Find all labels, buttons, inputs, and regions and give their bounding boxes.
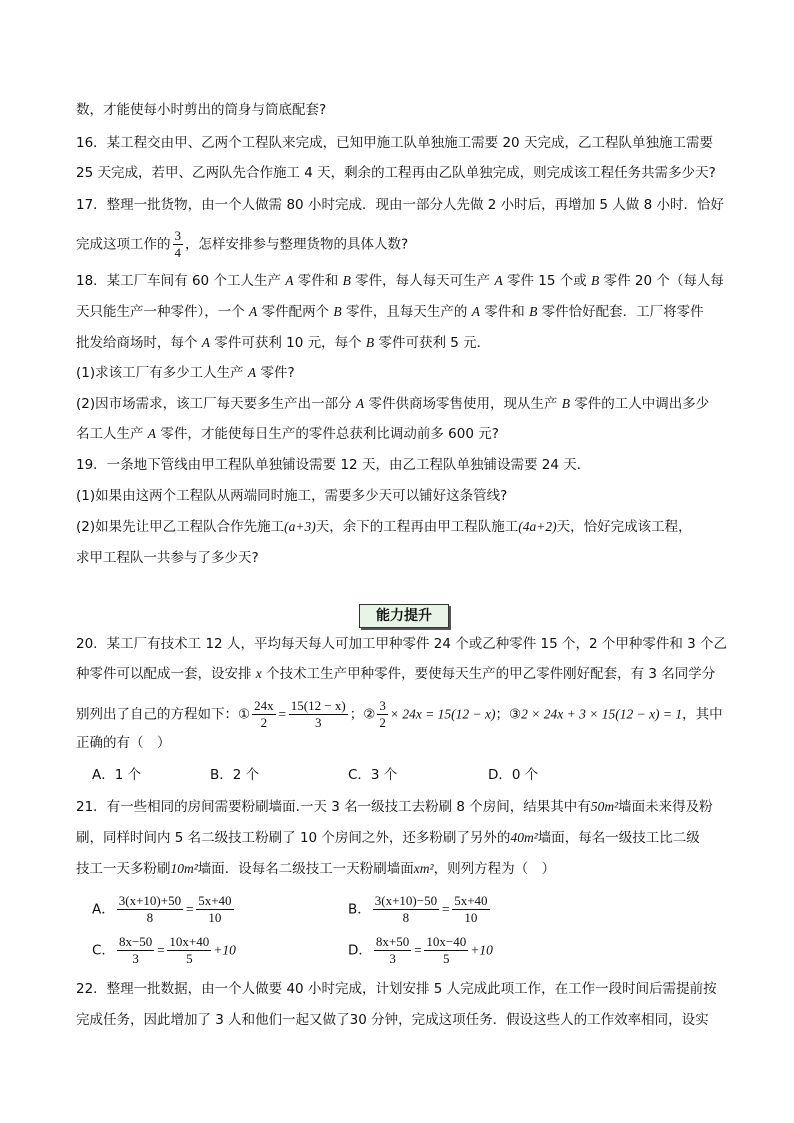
line-text: 正确的有（ ）: [76, 735, 171, 751]
problem-18-line1: [76, 271, 724, 291]
fraction-numerator: 8x+50: [375, 934, 410, 949]
option-a[interactable]: [92, 893, 236, 926]
problem-19-q2-line2: [76, 548, 259, 568]
fraction-denominator: 5: [443, 951, 450, 966]
line-text: 19．一条地下管线由甲工程队单独铺设需要 12 天，由乙工程队单独铺设需要 24 天．: [76, 457, 591, 473]
math-expr: 10m²: [170, 861, 198, 876]
fraction: [377, 698, 388, 731]
problem-19-q2-line1: [76, 517, 692, 537]
option-text: A．1 个: [92, 767, 142, 783]
line-text: 墙面．设每名二级技工一天粉刷墙面: [197, 861, 414, 877]
line-text: 22．整理一批数据，由一个人做要 40 小时完成，计划安排 5 人完成此项工作，在工作一段时间后需提前按: [76, 981, 717, 997]
fraction-denominator: 5: [186, 951, 193, 966]
fraction-numerator: 3: [174, 228, 181, 243]
math-expr: =: [185, 901, 195, 917]
line-text: 数，才能使每小时剪出的筒身与筒底配套?: [76, 102, 327, 118]
fraction-numerator: 15(12 − x): [290, 698, 346, 713]
problem-16-line1: [76, 133, 713, 153]
fraction: [196, 893, 233, 926]
fraction-numerator: 5x+40: [198, 893, 232, 908]
math-expr: +10: [213, 942, 236, 958]
var-b: B: [561, 396, 571, 411]
line-text: 墙面未来得及粉: [618, 799, 713, 815]
option-text: B．2 个: [210, 767, 260, 783]
var-x: x: [255, 666, 262, 681]
line-text: 批发给商场时，每个: [76, 335, 198, 351]
math-expr: 50m²: [590, 799, 619, 814]
problem-18-line2: [76, 302, 704, 322]
line-text: 个技术工生产甲种零件，要使每天生产的甲乙零件刚好配套，有 3 名同学分: [266, 666, 716, 682]
fraction: [424, 934, 468, 967]
line-text: ；③: [495, 706, 522, 723]
option-label: B．: [348, 901, 371, 918]
fraction-numerator: 3: [379, 698, 386, 713]
line-text: 零件供商场零售使用，现从生产: [368, 396, 558, 412]
line-text: 零件 15 个或: [506, 273, 587, 289]
line-text: (1)如果由这两个工程队从两端同时施工，需要多少天可以铺好这条管线?: [76, 488, 508, 504]
line-text: (2)因市场需求，该工厂每天要多生产出一部分: [76, 396, 352, 412]
var-a: A: [285, 273, 294, 288]
line-text: 零件可获利 10 元，每个: [214, 335, 362, 351]
var-a: A: [249, 304, 258, 319]
line-text: 零件，且每天生产的: [345, 304, 468, 320]
problem-18-q1: [76, 363, 295, 383]
line-text: 完成这项工作的: [76, 236, 171, 253]
line-text: 零件可获利 5 元．: [378, 335, 491, 351]
fraction: [289, 698, 348, 731]
fraction-numerator: 3(x+10)−50: [374, 893, 438, 908]
fraction-denominator: 2: [379, 715, 386, 730]
option-b[interactable]: [348, 893, 492, 926]
option-text: C．3 个: [348, 767, 398, 783]
line-text: ，则列方程为（ ）: [433, 861, 556, 877]
line-text: 技工一天多粉刷: [76, 861, 171, 877]
fraction-denominator: 4: [174, 245, 181, 260]
fraction-denominator: 10: [208, 910, 222, 925]
fraction-numerator: 10x+40: [169, 934, 210, 949]
fraction: [252, 698, 276, 731]
option-a[interactable]: [92, 765, 141, 785]
fraction-numerator: 3(x+10)+50: [118, 893, 182, 908]
problem-19-line1: [76, 455, 590, 475]
fraction: [117, 934, 154, 967]
math-expr: × 24x = 15(12 − x): [389, 706, 496, 722]
line-text: 天，余下的工程再由甲工程队施工: [315, 519, 519, 535]
math-expr: 40m²: [510, 830, 538, 845]
line-text: 零件和: [297, 273, 339, 289]
text-line: [76, 100, 326, 120]
line-text: 零件恰好配套．工厂将零件: [541, 304, 704, 320]
problem-17-line1: [76, 195, 724, 215]
fraction-denominator: 3: [314, 715, 322, 730]
line-text: 17．整理一批货物，由一个人做需 80 小时完成．现由一部分人先做 2 小时后，再增加 5 人做 8 小时．恰好: [76, 197, 724, 213]
line-text: 墙面，每名一级技工比二级: [537, 830, 700, 846]
line-text: 种零件可以配成一套，设安排: [76, 666, 252, 682]
problem-21-line2: [76, 828, 700, 848]
line-text: (1)求该工厂有多少工人生产: [76, 365, 244, 381]
var-a: A: [494, 273, 503, 288]
fraction: [167, 934, 211, 967]
line-text: 零件的工人中调出多少: [574, 396, 710, 412]
problem-18-q2-line2: [76, 424, 499, 444]
problem-20-line1: [76, 634, 727, 654]
math-expr: +10: [470, 942, 493, 958]
problem-16-line2: [76, 163, 716, 183]
problem-18-q2-line1: [76, 394, 709, 414]
problem-20-equations: [76, 698, 723, 731]
var-b: B: [342, 273, 351, 288]
math-expr: =: [441, 901, 451, 917]
line-text: 零件，才能使每日生产的零件总获利比调动前多 600 元?: [160, 426, 499, 442]
problem-21-line3: [76, 859, 555, 879]
var-b: B: [591, 273, 600, 288]
option-label: A．: [92, 901, 115, 918]
line-text: 零件配两个: [261, 304, 330, 320]
section-heading-box: [359, 604, 449, 628]
line-text: ，其中: [682, 706, 723, 723]
problem-21-line1: [76, 797, 713, 817]
line-text: 天，恰好完成该工程，: [556, 519, 692, 535]
problem-22-line1: [76, 979, 717, 999]
line-text: 零件和: [484, 304, 525, 320]
math-expr: (4a+2): [518, 519, 557, 534]
line-text: 20．某工厂有技术工 12 人，平均每天每人可加工甲种零件 24 个或乙种零件 15 个，2 个甲种零件和 3 个乙: [76, 636, 728, 652]
problem-17-line2: [76, 228, 408, 261]
option-b[interactable]: [210, 765, 259, 785]
fraction-denominator: 3: [132, 951, 139, 966]
line-text: 求甲工程队一共参与了多少天?: [76, 550, 259, 566]
var-a: A: [471, 304, 480, 319]
math-expr: =: [277, 706, 287, 722]
problem-20-line2: [76, 664, 715, 684]
var-b: B: [529, 304, 538, 319]
fraction-numerator: 8x−50: [118, 934, 153, 949]
problem-22-line2: [76, 1010, 709, 1030]
fraction-denominator: 10: [464, 910, 478, 925]
fraction: [373, 893, 439, 926]
var-a: A: [201, 335, 211, 350]
math-expr: =: [413, 942, 423, 958]
var-a: A: [247, 365, 257, 380]
section-heading: 能力提升: [376, 608, 432, 624]
line-text: 天只能生产一种零件），一个: [76, 304, 245, 320]
problem-20-line4: [76, 733, 171, 753]
line-text: 完成任务，因此增加了 3 人和他们一起又做了30 分钟，完成这项任务．假设这些人的工作效率相同，设实: [76, 1012, 709, 1028]
var-a: A: [147, 426, 157, 441]
option-c[interactable]: [348, 765, 397, 785]
option-d[interactable]: [488, 765, 538, 785]
fraction: [374, 934, 411, 967]
fraction-denominator: 8: [146, 910, 154, 925]
var-b: B: [333, 304, 342, 319]
option-label: C．: [92, 942, 115, 959]
var-a: A: [355, 396, 365, 411]
line-text: ，怎样安排参与整理货物的具体人数?: [185, 236, 409, 253]
fraction: [452, 893, 489, 926]
option-label: D．: [348, 942, 372, 959]
math-expr: xm²: [413, 861, 434, 876]
line-text: 零件?: [260, 365, 295, 381]
problem-19-q1: [76, 486, 507, 506]
line-text: 别列出了自己的方程如下：①: [76, 706, 251, 723]
line-text: 25 天完成，若甲、乙两队先合作施工 4 天，剩余的工程再由乙队单独完成，则完成该工程任务共需多少天?: [76, 165, 716, 181]
line-text: 零件，每人每天可生产: [355, 273, 491, 289]
math-expr: =: [156, 942, 166, 958]
line-text: 名工人生产: [76, 426, 144, 442]
fraction-denominator: 2: [260, 715, 268, 730]
line-text: ；②: [349, 706, 376, 723]
math-expr: 2 × 24x + 3 × 15(12 − x) = 1: [521, 706, 683, 722]
line-text: 18．某工厂车间有 60 个工人生产: [76, 273, 281, 289]
line-text: 刷，同样时间内 5 名二级技工粉刷了 10 个房间之外，还多粉刷了另外的: [76, 830, 511, 846]
fraction: [173, 228, 184, 261]
fraction-numerator: 10x−40: [426, 934, 467, 949]
line-text: 零件 20 个（每人每: [603, 273, 724, 289]
problem-18-line3: [76, 333, 490, 353]
fraction: [117, 893, 183, 926]
option-d[interactable]: [348, 934, 493, 967]
fraction-numerator: 5x+40: [454, 893, 488, 908]
line-text: (2)如果先让甲乙工程队合作先施工: [76, 519, 285, 535]
option-c[interactable]: [92, 934, 236, 967]
line-text: 21．有一些相同的房间需要粉刷墙面.一天 3 名一级技工去粉刷 8 个房间，结果其中有: [76, 799, 591, 815]
fraction-denominator: 8: [402, 910, 410, 925]
math-expr: (a+3): [284, 519, 316, 534]
fraction-denominator: 3: [389, 951, 396, 966]
option-text: D．0 个: [488, 767, 539, 783]
line-text: 16．某工程交由甲、乙两个工程队来完成，已知甲施工队单独施工需要 20 天完成，乙工程队单独施工需要: [76, 135, 713, 151]
var-b: B: [365, 335, 375, 350]
fraction-numerator: 24x: [254, 698, 274, 713]
